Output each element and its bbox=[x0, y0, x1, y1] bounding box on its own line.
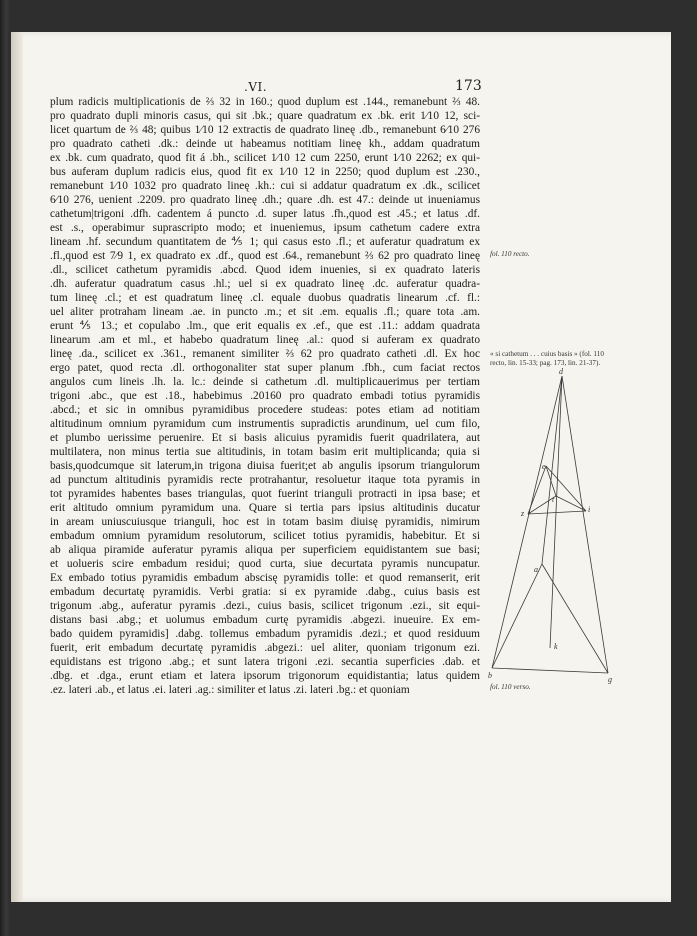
text-line: tot pyramides habentes bases triangulas, quot fuerint trianguli protracti in ipsa base; et bbox=[50, 488, 480, 500]
margin-note-fol-verso: fol. 110 verso. bbox=[490, 683, 531, 691]
section-z-e bbox=[528, 466, 546, 514]
text-line: .dl., scilicet cathetum pyramidis .abcd. Quod idem inuenies, si ex quadrato lateris bbox=[50, 264, 480, 276]
edge-a-g bbox=[542, 564, 608, 673]
text-line: .fl.,quod est 7⁄9 1, ex quadrato ex .df., quod est .64., remanebunt ⅔ 62 pro quadrato lineę bbox=[50, 250, 480, 262]
text-line: ergo patet, quod recta .dl. orthogonaliter stat super planum .fbh., cum faciat rectos bbox=[50, 362, 480, 374]
text-line: pro quadrato dupli minoris casus, qui sit .bk.; quare quadratum ex .bk. erit 1⁄10 12, sci- bbox=[50, 110, 480, 122]
text-line: ad punctum altitudinis pyramidis recte protrahantur, resoluetur itaque tota pyramis in bbox=[50, 474, 480, 486]
text-line: trigoni .abc., que est .18., habebimus .20160 pro quadrato embadi totius pyramidis bbox=[50, 390, 480, 402]
edge-b-a bbox=[492, 564, 542, 668]
text-line: cathetum|trigoni .dfh. cadentem á puncto .d. super latus .fh.,quod est .45.; et latus .df. bbox=[50, 208, 480, 220]
text-line: pro quadrato catheti .dk.: deinde ut habeamus notitiam lineę kh., addam quadratum bbox=[50, 138, 480, 150]
label-i: i bbox=[588, 505, 591, 514]
label-g: g bbox=[608, 675, 612, 684]
text-line: erunt ⅘ 13.; et copulabo .lm., que erit equalis ex .ef., que est .11.: addam quadrata bbox=[50, 320, 480, 332]
label-a: a bbox=[534, 565, 538, 574]
text-line: .ez. lateri .ab., et latus .ei. lateri .ag.: similiter et latus .zi. lateri .bg.: et quoniam bbox=[50, 684, 410, 696]
text-line: multilatera, non minus tertia sue altitudinis, in totam basim erit multiplicanda; quia si bbox=[50, 446, 480, 458]
edge-d-g bbox=[562, 376, 608, 673]
text-line: distans basi .abg.; et uolumus embadum curtę pyramidis .abgezi. inueuire. Ex em- bbox=[50, 614, 480, 626]
text-line: bus auferam duplum radicis eius, quod fit ex 1⁄10 12 in 2250; quod duplum est .230., bbox=[50, 166, 480, 178]
page-binding-shadow bbox=[11, 32, 23, 902]
text-line: Ex embado totius pyramidis embadum abscisę pyramidis tolle: et quod remanserit, erit bbox=[50, 572, 480, 584]
edge-d-b bbox=[492, 376, 562, 668]
text-line: trigonum .abg., auferatur pyramis .dezi., cuius basis, scilicet trigonum .ezi., sit equi- bbox=[50, 600, 480, 612]
text-line: embadum omnium pyramidum resolutorum, scilicet totius pyramidis, habebitur. Et si bbox=[50, 530, 480, 542]
text-line: altitudinum omnium pyramidum cum instrumentis supradictis arundinum, uel cum filo, bbox=[50, 418, 480, 430]
label-e: e bbox=[542, 462, 546, 471]
text-line: remanebunt 1⁄10 1032 pro quadrato lineę .kh.: cui si addatur quadratum ex .dk., scilicet bbox=[50, 180, 480, 192]
text-line: angulos cum lineis .lh. la. lc.: deinde si cathetum .dl. multiplicauerimus per tertiam bbox=[50, 376, 480, 388]
label-z: z bbox=[521, 509, 525, 518]
label-d: d bbox=[559, 367, 563, 376]
edge-b-g bbox=[492, 668, 608, 673]
body-text bbox=[50, 95, 480, 697]
text-line: ex .bk. cum quadrato, quod fit á .bh., scilicet 1⁄10 12 cum 2250, erunt 1⁄10 2262; ex qui- bbox=[50, 152, 480, 164]
text-line: fuerit, erit embadum decurtatę pyramidis .abgezi.: uel aliter, quoniam trigonum ezi. bbox=[50, 642, 480, 654]
page-number: 173 bbox=[455, 78, 482, 94]
text-line: 6⁄10 276, uenient .2209. pro quadrato lineę .dh.; quare .dh. est 47.: deinde ut inueniamus bbox=[50, 194, 480, 206]
text-line: bado quidem pyramidis] .dabg. tollemus embadum pyramidis .dezi.; et quod residuum bbox=[50, 628, 480, 640]
text-line: embadum decurtatę pyramidis. Verbi gratia: si ex pyramide .dabg., cuius basis est bbox=[50, 586, 480, 598]
running-head: .VI. bbox=[244, 80, 268, 94]
text-line: lineę .da., scilicet ex .361., remanent similiter ⅔ 62 pro quadrato catheti .dl. Ex hoc bbox=[50, 348, 480, 360]
text-line: .dh. auferatur quadratum casus .hl.; uel si ex quadrato lineę .dc. auferatur quadra- bbox=[50, 278, 480, 290]
text-line: in aream uniuscuiusque trianguli, hoc est in totam basim diuisę pyramidis, nimirum bbox=[50, 516, 480, 528]
label-b: b bbox=[488, 671, 492, 680]
section-t-e bbox=[546, 466, 556, 496]
section-z-i bbox=[528, 511, 586, 514]
text-line: erit altitudo omnium pyramidum una. Quare si tertia pars ipsius altitudinis ducatur bbox=[50, 502, 480, 514]
text-line: uel aliter protraham lineam .ae. in puncto .m.; et sit .em. equalis .fl.; quare tota .am. bbox=[50, 306, 480, 318]
pyramid-figure bbox=[484, 366, 620, 684]
text-line: equidistans est trigono .abg.; et sunt latera trigoni .ezi. secantia superficies .dab. et bbox=[50, 656, 480, 668]
section-e-i bbox=[546, 466, 586, 511]
text-line: et uolueris scire embadum residui; quod curta, siue decurtata pyramis nuncupatur. bbox=[50, 558, 480, 570]
margin-note-fol-recto: fol. 110 recto. bbox=[490, 250, 530, 258]
text-line: plum radicis multiplicationis de ⅔ 32 in 160.; quod duplum est .144., remanebunt ⅔ 48. bbox=[50, 96, 480, 108]
label-k: k bbox=[554, 642, 558, 651]
text-line: ab aliqua piramide auferatur pyramis aliqua per superficiem equidistantem sue basi; bbox=[50, 544, 480, 556]
text-line: licet quartum de ⅔ 48; quibus 1⁄10 12 extractis de quadrato lineę .db., remanebunt 6⁄10 276 bbox=[50, 124, 480, 136]
text-line: .dbg. et .dga., erunt etiam et latera ipsorum trigonorum equidistantia; latus quidem bbox=[50, 670, 480, 682]
text-line: basis,quodcumque sit laterum,in trigona diuisa fuerit;et ab angulis ipsorum triangulorum bbox=[50, 460, 480, 472]
label-t: t bbox=[552, 495, 555, 504]
margin-note-cathetum: « si cathetum . . . cuius basis » (fol. 110 recto, lin. 15-33; pag. 173, lin. 21-37). bbox=[490, 350, 604, 367]
text-line: lineam .hf. secundum quantitatem de ⅘ 1; qui casus esto .fl.; et auferatur quadratum ex bbox=[50, 236, 480, 248]
text-line: est .s., operabimur suprascripto modo; et inueniemus, ipsum cathetum cadere extra bbox=[50, 222, 480, 234]
text-line: linearum .am et ml., et habebo quadratum lineę .al.: quod si auferam ex quadrato bbox=[50, 334, 480, 346]
text-line: et plumbo uerissime peruenire. Et si basis alicuius pyramidis fuerit quadrilatera, aut bbox=[50, 432, 480, 444]
text-line: tum lineę .cl.; et est quadratum lineę .cl. equale duobus quadratis linearum .cf. fl.: bbox=[50, 292, 480, 304]
text-line: .abcd.; et sic in omnibus pyramidibus procedere studeas: potes etiam ad notitiam bbox=[50, 404, 480, 416]
